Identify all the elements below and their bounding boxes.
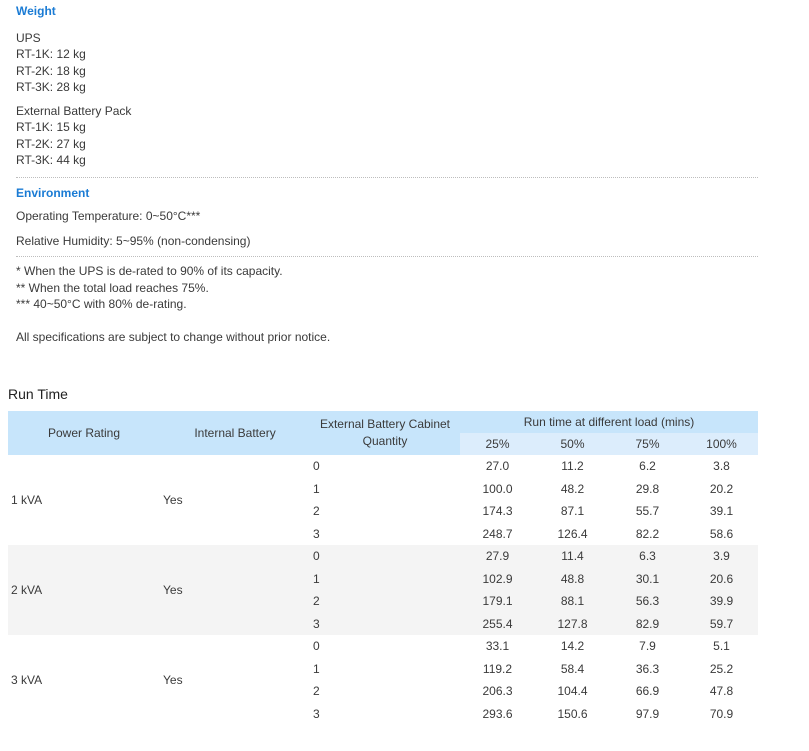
run-time-cell: 11.2	[561, 459, 584, 474]
run-time-cell: 30.1	[610, 568, 685, 591]
run-time-cell: 255.4	[460, 613, 535, 636]
ebp-weight-heading: External Battery Pack	[16, 103, 132, 118]
header-load-25: 25%	[460, 433, 535, 455]
header-load-50: 50%	[535, 433, 610, 455]
ebc-quantity-cell: 3	[310, 613, 460, 636]
run-time-cell: 293.6	[482, 706, 513, 721]
footnote: *** 40~50°C with 80% de-rating.	[16, 297, 187, 311]
internal-battery-cell: Yes	[163, 493, 183, 507]
run-time-cell: 55.7	[635, 504, 660, 519]
run-time-cell: 48.2	[560, 481, 585, 496]
run-time-cell: 39.9	[685, 590, 758, 613]
ebc-quantity-cell: 0	[313, 639, 320, 654]
ebc-quantity-cell: 3	[313, 706, 320, 721]
run-time-cell: 174.3	[482, 504, 513, 519]
ebc-quantity-cell: 2	[313, 684, 320, 699]
header-internal-battery: Internal Battery	[160, 411, 310, 455]
run-time-cell: 6.3	[610, 545, 685, 568]
run-time-cell: 25.2	[709, 661, 734, 676]
ups-weight-line: RT-3K: 28 kg	[16, 80, 86, 94]
ebc-quantity-cell: 0	[310, 545, 460, 568]
power-rating-cell: 3 kVA	[11, 673, 43, 687]
table-row	[8, 635, 758, 658]
run-time-cell: 97.9	[635, 706, 660, 721]
run-time-cell: 100.0	[482, 481, 513, 496]
run-time-cell: 39.1	[709, 504, 734, 519]
run-time-table	[8, 411, 758, 725]
run-time-cell: 58.4	[560, 661, 585, 676]
run-time-cell: 47.8	[709, 684, 734, 699]
ups-weight-line: RT-2K: 18 kg	[16, 63, 86, 78]
ebp-weight-line: RT-1K: 15 kg	[16, 120, 86, 134]
run-time-cell: 66.9	[635, 684, 660, 699]
ebc-quantity-cell: 1	[313, 661, 320, 676]
run-time-cell: 3.9	[685, 545, 758, 568]
power-rating-cell: 1 kVA	[11, 493, 43, 507]
run-time-cell: 87.1	[560, 504, 585, 519]
ups-weight-line: RT-1K: 12 kg	[16, 47, 86, 61]
run-time-cell: 27.9	[460, 545, 535, 568]
footnote: ** When the total load reaches 75%.	[16, 280, 209, 295]
internal-battery-cell: Yes	[163, 673, 183, 687]
environment-heading: Environment	[16, 185, 90, 200]
ups-weight-heading: UPS	[16, 30, 41, 45]
run-time-cell: 33.1	[485, 639, 510, 654]
ebp-weight-line: RT-3K: 44 kg	[16, 153, 86, 167]
run-time-body	[8, 455, 758, 725]
run-time-cell: 5.1	[713, 639, 730, 654]
header-ebc-quantity: External Battery Cabinet Quantity	[310, 411, 460, 455]
run-time-cell: 126.4	[557, 526, 588, 541]
run-time-cell: 6.2	[639, 459, 656, 474]
run-time-cell: 104.4	[557, 684, 588, 699]
relative-humidity: Relative Humidity: 5~95% (non-condensing)	[16, 233, 251, 248]
ebc-quantity-cell: 0	[313, 459, 320, 474]
run-time-cell: 88.1	[535, 590, 610, 613]
run-time-cell: 150.6	[557, 706, 588, 721]
operating-temperature: Operating Temperature: 0~50°C***	[16, 209, 201, 223]
run-time-cell: 36.3	[635, 661, 660, 676]
run-time-cell: 20.2	[709, 481, 734, 496]
run-time-cell: 59.7	[685, 613, 758, 636]
run-time-cell: 27.0	[485, 459, 510, 474]
run-time-cell: 29.8	[635, 481, 660, 496]
run-time-cell: 70.9	[709, 706, 734, 721]
ebc-quantity-cell: 1	[313, 481, 320, 496]
run-time-cell: 7.9	[639, 639, 656, 654]
ebc-quantity-cell: 2	[310, 590, 460, 613]
ebc-quantity-cell: 2	[313, 504, 320, 519]
table-row	[8, 545, 758, 568]
specifications-section	[16, 0, 758, 345]
run-time-cell: 56.3	[610, 590, 685, 613]
run-time-cell: 82.2	[635, 526, 660, 541]
run-time-cell: 82.9	[610, 613, 685, 636]
run-time-cell: 58.6	[709, 526, 734, 541]
ebc-quantity-cell: 1	[310, 568, 460, 591]
run-time-cell: 20.6	[685, 568, 758, 591]
run-time-cell: 3.8	[713, 459, 730, 474]
header-load-100: 100%	[685, 433, 758, 455]
run-time-cell: 102.9	[460, 568, 535, 591]
header-power-rating: Power Rating	[8, 411, 160, 455]
power-rating-cell: 2 kVA	[8, 545, 160, 635]
run-time-cell: 48.8	[535, 568, 610, 591]
footnote: * When the UPS is de-rated to 90% of its capacity.	[16, 264, 283, 278]
run-time-cell: 119.2	[482, 661, 513, 676]
header-run-time-group: Run time at different load (mins)	[460, 411, 758, 433]
run-time-cell: 248.7	[482, 526, 513, 541]
ebp-weight-line: RT-2K: 27 kg	[16, 136, 86, 151]
table-row	[8, 455, 758, 478]
run-time-cell: 206.3	[482, 684, 513, 699]
run-time-cell: 14.2	[560, 639, 585, 654]
run-time-cell: 11.4	[535, 545, 610, 568]
weight-heading: Weight	[16, 4, 56, 18]
header-load-75: 75%	[610, 433, 685, 455]
run-time-cell: 127.8	[535, 613, 610, 636]
run-time-cell: 179.1	[460, 590, 535, 613]
ebc-quantity-cell: 3	[313, 526, 320, 541]
disclaimer: All specifications are subject to change without prior notice.	[16, 329, 331, 344]
run-time-heading: Run Time	[8, 386, 68, 402]
internal-battery-cell: Yes	[160, 545, 310, 635]
